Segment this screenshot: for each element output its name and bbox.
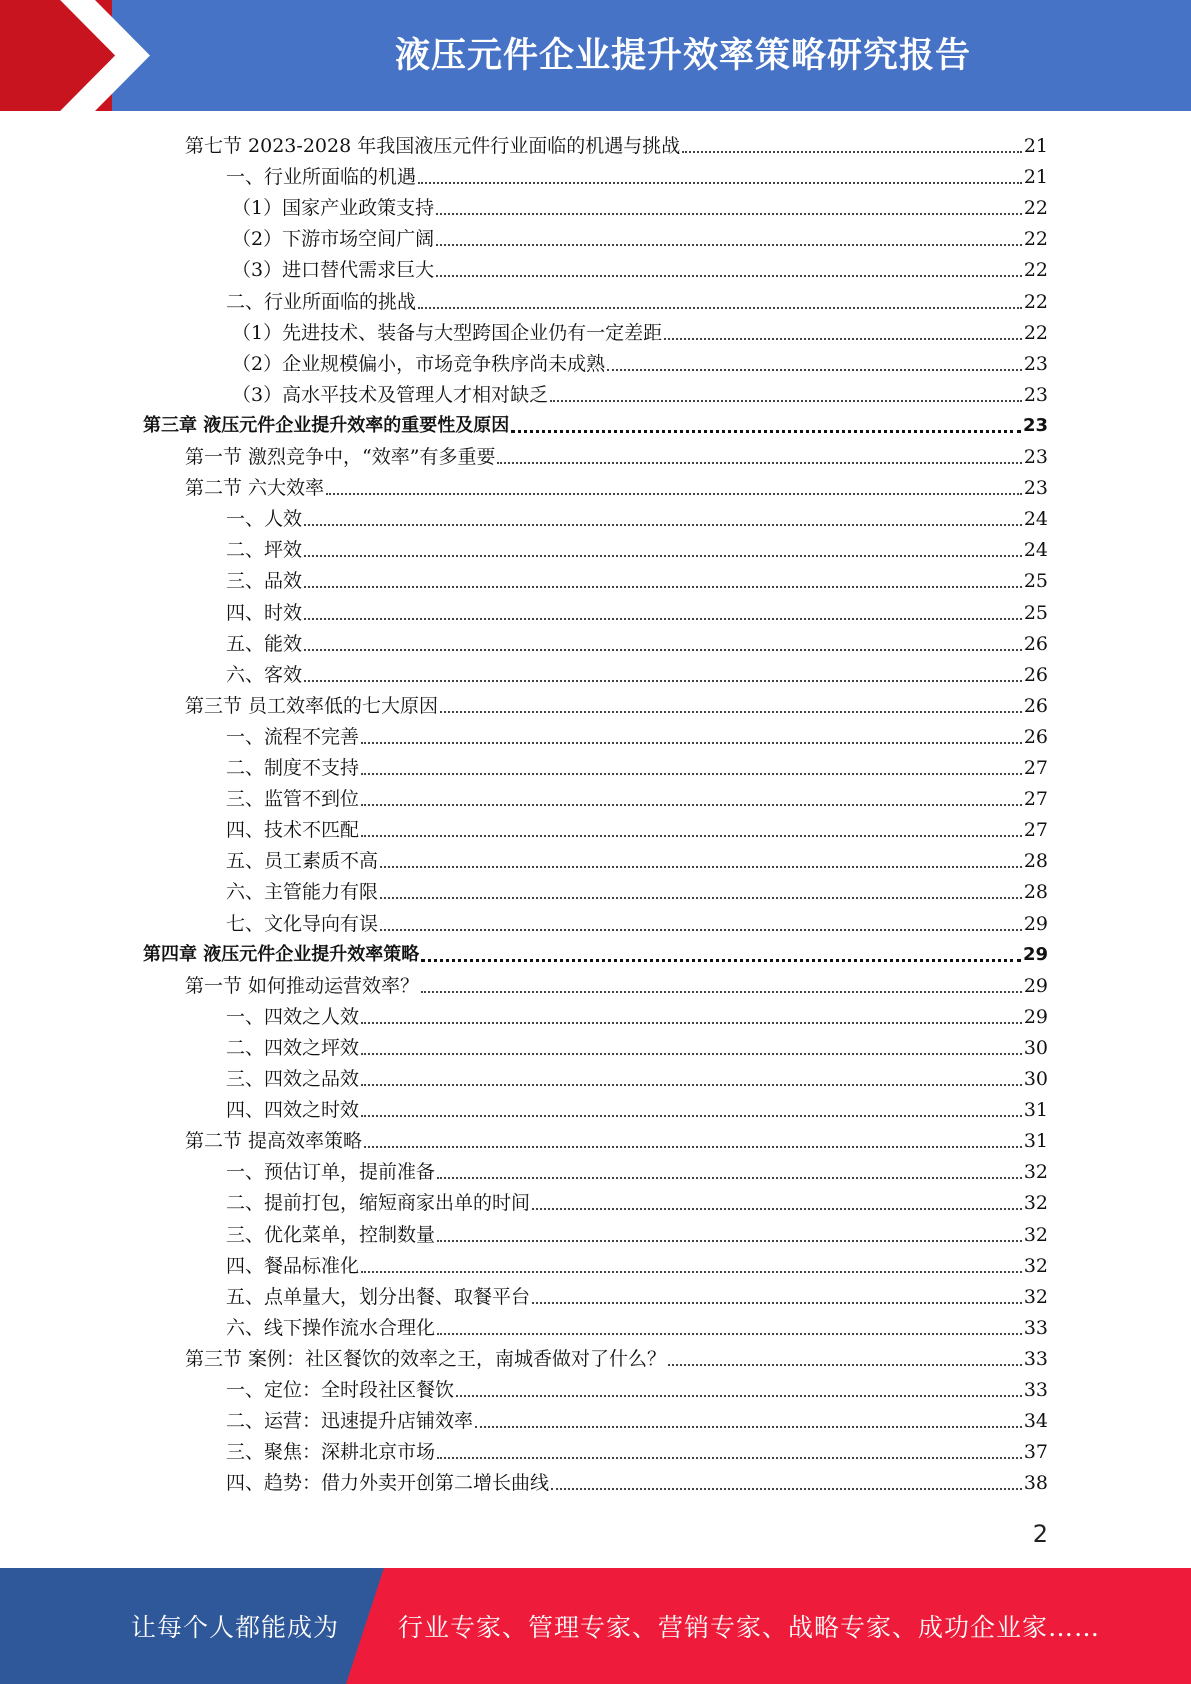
toc-entry-label: 七、文化导向有误 xyxy=(226,912,379,935)
toc-dot-leader xyxy=(475,1426,1022,1428)
toc-entry-page: 33 xyxy=(1023,1347,1048,1370)
toc-dot-leader xyxy=(361,1053,1022,1055)
toc-entry[interactable] xyxy=(232,345,1048,376)
toc-entry-label: （1）国家产业政策支持 xyxy=(232,197,435,220)
toc-entry-label: （3）进口替代需求巨大 xyxy=(232,259,435,282)
toc-entry-page: 26 xyxy=(1023,663,1048,686)
toc-dot-leader xyxy=(304,555,1022,557)
toc-entry-label: 二、坪效 xyxy=(226,539,303,562)
toc-entry-page: 22 xyxy=(1023,259,1048,282)
toc-entry-page: 32 xyxy=(1023,1285,1048,1308)
toc-dot-leader xyxy=(532,1302,1022,1304)
toc-entry-page: 29 xyxy=(1023,912,1048,935)
toc-entry-label: 一、行业所面临的机遇 xyxy=(226,166,417,189)
toc-entry-page: 23 xyxy=(1023,446,1048,468)
toc-entry-label: 第一节 激烈竞争中，“效率”有多重要 xyxy=(185,446,496,468)
toc-entry[interactable] xyxy=(226,283,1048,314)
toc-entry[interactable] xyxy=(226,1091,1048,1122)
toc-entry-page: 30 xyxy=(1023,1036,1048,1059)
toc-entry-page: 22 xyxy=(1023,321,1048,344)
toc-entry[interactable] xyxy=(185,967,1048,998)
toc-dot-leader xyxy=(380,866,1022,868)
toc-entry[interactable] xyxy=(226,656,1048,687)
footer-slogan-right: 行业专家、管理专家、营销专家、战略专家、成功企业家…… xyxy=(398,1613,1101,1642)
toc-entry-page: 23 xyxy=(1023,352,1048,375)
toc-entry-page: 25 xyxy=(1023,601,1048,624)
toc-entry-page: 33 xyxy=(1023,1379,1048,1401)
toc-entry-label: 三、优化菜单，控制数量 xyxy=(226,1223,436,1246)
page-number: 2 xyxy=(1032,1520,1048,1548)
toc-dot-leader xyxy=(682,151,1022,153)
header-arrow-icon xyxy=(0,0,160,111)
toc-entry-label: 第一节 如何推动运营效率？ xyxy=(185,974,420,997)
toc-entry-page: 28 xyxy=(1023,850,1048,873)
toc-entry-page: 32 xyxy=(1023,1192,1048,1215)
toc-entry-label: 六、主管能力有限 xyxy=(226,881,379,904)
toc-dot-leader xyxy=(437,1333,1022,1335)
toc-entry-page: 23 xyxy=(1023,383,1048,406)
toc-entry-label: 二、四效之坪效 xyxy=(226,1036,360,1059)
toc-entry-label: 一、四效之人效 xyxy=(226,1005,360,1028)
toc-entry[interactable] xyxy=(226,594,1048,625)
toc-entry-label: 二、制度不支持 xyxy=(226,757,360,779)
toc-entry-label: 六、线下操作流水合理化 xyxy=(226,1316,436,1339)
toc-dot-leader xyxy=(361,1271,1022,1273)
toc-entry-page: 38 xyxy=(1023,1472,1048,1495)
toc-entry[interactable] xyxy=(232,314,1048,345)
toc-entry-label: （2）企业规模偏小，市场竞争秩序尚未成熟 xyxy=(232,352,606,375)
toc-entry[interactable] xyxy=(226,1060,1048,1091)
toc-entry[interactable] xyxy=(226,531,1048,562)
toc-entry-label: 二、行业所面临的挑战 xyxy=(226,290,417,313)
toc-entry[interactable] xyxy=(232,376,1048,407)
toc-entry[interactable] xyxy=(226,842,1048,873)
toc-entry-page: 30 xyxy=(1023,1068,1048,1090)
toc-entry-page: 32 xyxy=(1023,1161,1048,1184)
toc-entry[interactable] xyxy=(226,500,1048,531)
toc-dot-leader xyxy=(421,959,1021,962)
toc-entry[interactable] xyxy=(226,1153,1048,1184)
toc-dot-leader xyxy=(421,991,1022,993)
toc-entry[interactable] xyxy=(226,1402,1048,1433)
toc-dot-leader xyxy=(511,430,1021,433)
toc-entry-label: （2）下游市场空间广阔 xyxy=(232,228,435,251)
toc-dot-leader xyxy=(664,338,1022,340)
header-banner xyxy=(0,0,1191,111)
toc-dot-leader xyxy=(380,897,1022,899)
toc-dot-leader xyxy=(361,804,1022,806)
toc-entry-label: 一、人效 xyxy=(226,508,303,531)
toc-entry[interactable] xyxy=(226,811,1048,842)
toc-dot-leader xyxy=(436,275,1022,277)
toc-entry[interactable] xyxy=(226,625,1048,656)
toc-entry-label: 四、技术不匹配 xyxy=(226,819,360,842)
toc-entry-label: 六、客效 xyxy=(226,663,303,686)
toc-entry[interactable] xyxy=(226,1216,1048,1247)
toc-entry[interactable] xyxy=(226,905,1048,936)
toc-dot-leader xyxy=(456,1395,1022,1397)
toc-dot-leader xyxy=(361,835,1022,837)
toc-dot-leader xyxy=(437,1457,1022,1459)
toc-dot-leader xyxy=(436,244,1022,246)
toc-entry-label: 二、提前打包，缩短商家出单的时间 xyxy=(226,1192,531,1215)
toc-dot-leader xyxy=(607,369,1022,371)
toc-entry[interactable] xyxy=(226,998,1048,1029)
document-title: 液压元件企业提升效率策略研究报告 xyxy=(394,36,971,76)
toc-entry-page: 29 xyxy=(1022,943,1048,965)
toc-dot-leader xyxy=(326,493,1022,495)
footer-banner xyxy=(0,1568,1191,1684)
toc-entry-page: 32 xyxy=(1023,1254,1048,1277)
toc-entry-label: 第三章 液压元件企业提升效率的重要性及原因 xyxy=(143,414,510,436)
toc-entry-page: 37 xyxy=(1023,1441,1048,1464)
toc-entry-label: 第三节 案例：社区餐饮的效率之王，南城香做对了什么？ xyxy=(185,1347,667,1370)
toc-entry-label: 一、预估订单，提前准备 xyxy=(226,1161,436,1184)
toc-dot-leader xyxy=(550,400,1022,402)
toc-entry-label: 四、时效 xyxy=(226,601,303,624)
toc-dot-leader xyxy=(304,586,1022,588)
toc-entry-page: 28 xyxy=(1023,881,1048,904)
toc-entry-label: 四、餐品标准化 xyxy=(226,1254,360,1277)
toc-dot-leader xyxy=(304,649,1022,651)
toc-entry-label: 第二节 提高效率策略 xyxy=(185,1130,363,1153)
toc-entry-label: 五、员工素质不高 xyxy=(226,850,379,873)
toc-entry[interactable] xyxy=(226,1278,1048,1309)
toc-entry-page: 32 xyxy=(1023,1223,1048,1246)
toc-entry-label: 一、流程不完善 xyxy=(226,725,360,748)
toc-dot-leader xyxy=(532,1208,1022,1210)
toc-entry-page: 22 xyxy=(1023,228,1048,251)
toc-dot-leader xyxy=(437,1240,1022,1242)
toc-entry-page: 25 xyxy=(1023,570,1048,593)
toc-dot-leader xyxy=(551,1488,1022,1490)
toc-dot-leader xyxy=(304,524,1022,526)
toc-entry-page: 24 xyxy=(1023,508,1048,531)
toc-entry[interactable] xyxy=(226,1371,1048,1402)
toc-dot-leader xyxy=(361,742,1022,744)
toc-dot-leader xyxy=(418,307,1022,309)
toc-entry-page: 27 xyxy=(1023,819,1048,842)
toc-entry-label: 四、四效之时效 xyxy=(226,1099,360,1122)
toc-entry[interactable] xyxy=(226,718,1048,749)
toc-entry-label: 第二节 六大效率 xyxy=(185,477,325,500)
toc-entry-label: （3）高水平技术及管理人才相对缺乏 xyxy=(232,383,549,406)
toc-entry[interactable] xyxy=(185,1340,1048,1371)
toc-dot-leader xyxy=(304,680,1022,682)
toc-dot-leader xyxy=(436,213,1022,215)
toc-entry[interactable] xyxy=(226,1309,1048,1340)
toc-entry-label: 第四章 液压元件企业提升效率策略 xyxy=(143,943,420,965)
toc-dot-leader xyxy=(304,618,1022,620)
toc-entry-label: 三、四效之品效 xyxy=(226,1068,360,1090)
toc-entry-label: 五、点单量大，划分出餐、取餐平台 xyxy=(226,1285,531,1308)
toc-chapter-entry[interactable] xyxy=(143,407,1048,438)
toc-entry[interactable] xyxy=(226,1247,1048,1278)
toc-entry-page: 23 xyxy=(1022,414,1048,436)
toc-entry-label: 第三节 员工效率低的七大原因 xyxy=(185,694,439,717)
footer-slogan-left: 让每个人都能成为 xyxy=(130,1613,339,1642)
toc-entry-page: 22 xyxy=(1023,197,1048,220)
toc-dot-leader xyxy=(380,929,1022,931)
toc-dot-leader xyxy=(361,1115,1022,1117)
toc-entry[interactable] xyxy=(232,189,1048,220)
toc-entry[interactable] xyxy=(185,687,1048,718)
toc-entry-label: 三、品效 xyxy=(226,570,303,593)
toc-entry[interactable] xyxy=(226,749,1048,780)
toc-entry-page: 27 xyxy=(1023,788,1048,811)
toc-entry-page: 21 xyxy=(1023,166,1048,189)
toc-entry-page: 23 xyxy=(1023,477,1048,500)
toc-dot-leader xyxy=(361,1084,1022,1086)
toc-dot-leader xyxy=(364,1146,1022,1148)
toc-dot-leader xyxy=(497,462,1021,464)
toc-entry-page: 27 xyxy=(1023,757,1048,779)
toc-entry[interactable] xyxy=(226,1184,1048,1215)
toc-entry[interactable] xyxy=(232,220,1048,251)
toc-entry-label: 五、能效 xyxy=(226,632,303,655)
toc-dot-leader xyxy=(361,773,1022,775)
toc-chapter-entry[interactable] xyxy=(143,936,1048,967)
toc-entry-page: 22 xyxy=(1023,290,1048,313)
toc-entry-page: 34 xyxy=(1023,1410,1048,1433)
toc-dot-leader xyxy=(437,1177,1022,1179)
toc-entry[interactable] xyxy=(185,438,1048,469)
toc-entry-page: 21 xyxy=(1023,135,1048,157)
toc-entry[interactable] xyxy=(185,1122,1048,1153)
toc-entry-label: 三、监管不到位 xyxy=(226,788,360,811)
toc-entry-page: 33 xyxy=(1023,1316,1048,1339)
toc-entry[interactable] xyxy=(226,1029,1048,1060)
toc-entry-page: 29 xyxy=(1023,974,1048,997)
toc-dot-leader xyxy=(668,1364,1022,1366)
toc-entry-page: 24 xyxy=(1023,539,1048,562)
toc-dot-leader xyxy=(418,182,1022,184)
toc-entry-label: 三、聚焦：深耕北京市场 xyxy=(226,1441,436,1464)
toc-entry[interactable] xyxy=(226,1433,1048,1464)
toc-entry-label: 二、运营：迅速提升店铺效率 xyxy=(226,1410,474,1433)
toc-entry-label: 四、趋势：借力外卖开创第二增长曲线 xyxy=(226,1472,550,1495)
toc-entry-page: 26 xyxy=(1023,725,1048,748)
toc-dot-leader xyxy=(440,711,1022,713)
toc-entry-page: 31 xyxy=(1023,1099,1048,1122)
toc-entry-page: 31 xyxy=(1023,1130,1048,1153)
toc-entry-page: 26 xyxy=(1023,694,1048,717)
toc-entry[interactable] xyxy=(232,251,1048,282)
toc-entry[interactable] xyxy=(226,873,1048,904)
toc-entry-label: 第七节 2023-2028 年我国液压元件行业面临的机遇与挑战 xyxy=(185,135,681,157)
toc-entry[interactable] xyxy=(226,780,1048,811)
toc-entry[interactable] xyxy=(185,127,1048,158)
toc-entry[interactable] xyxy=(185,469,1048,500)
toc-entry[interactable] xyxy=(226,158,1048,189)
toc-entry[interactable] xyxy=(226,1464,1048,1495)
toc-entry-page: 26 xyxy=(1023,632,1048,655)
toc-entry-label: 一、定位：全时段社区餐饮 xyxy=(226,1379,455,1401)
toc-entry-label: （1）先进技术、装备与大型跨国企业仍有一定差距 xyxy=(232,321,663,344)
toc-entry-page: 29 xyxy=(1023,1005,1048,1028)
toc-entry[interactable] xyxy=(226,562,1048,593)
toc-dot-leader xyxy=(361,1022,1022,1024)
